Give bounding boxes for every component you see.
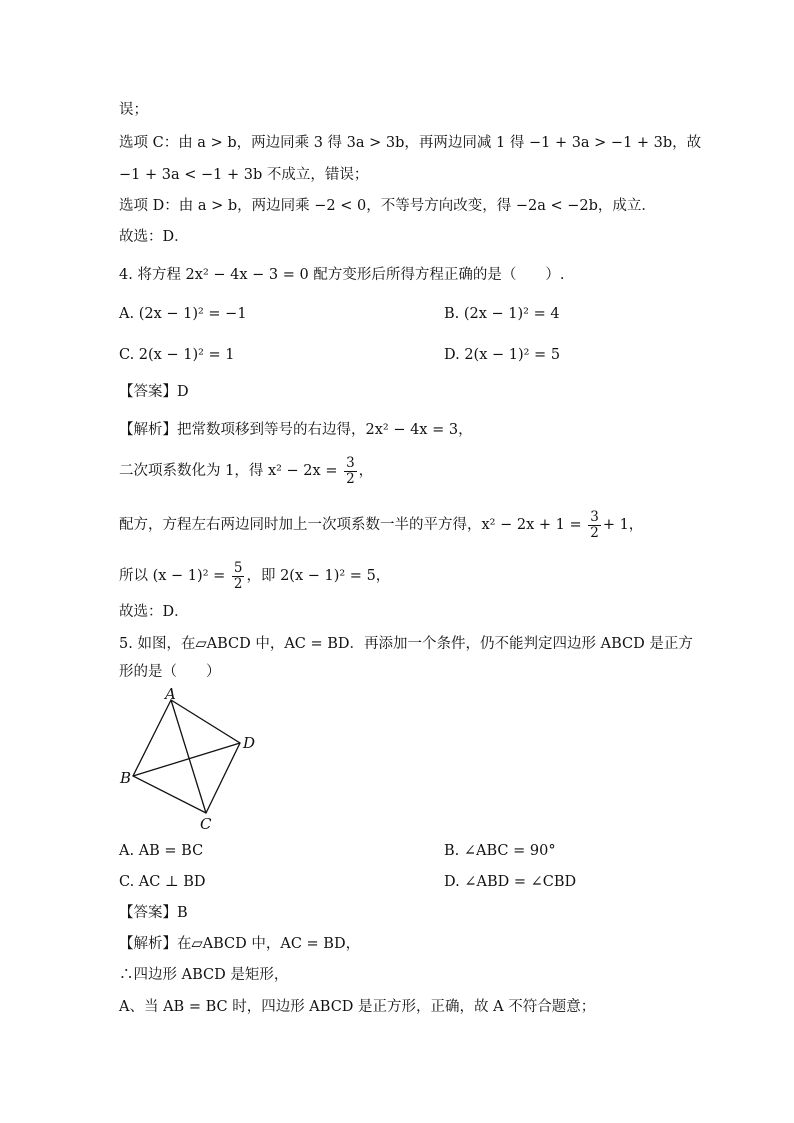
q4-explanation: 二次项系数化为 1，得 x² − 2x = $\frac{3}{2}$ ， — [119, 454, 374, 487]
fraction: $\frac{3}{2}$ — [590, 508, 599, 541]
fraction: $\frac{3}{2}$ — [346, 454, 355, 487]
q5-explanation: A、当 AB = BC 时，四边形 ABCD 是正方形，正确，故 A 不符合题意； — [119, 999, 596, 1015]
parallelogram-figure — [112, 686, 272, 836]
fraction: $\frac{5}{2}$ — [233, 559, 243, 592]
text-line: −1 + 3a < −1 + 3b 不成立，错误； — [119, 167, 369, 183]
text-line: 选项 C：由 a > b，两边同乘 3 得 3a > 3b，再两边同减 1 得 −1 + 3a > −1 + 3b，故 — [119, 135, 702, 151]
q4-option-c: C. 2(x − 1)² = 1 — [119, 347, 235, 363]
quadrilateral-abcd — [133, 700, 240, 813]
q4-explanation: 配方，方程左右两边同时加上一次项系数一半的平方得，x² − 2x + 1 = $\frac{3}{2}$ + 1， — [119, 508, 644, 541]
q4-explanation: 所以 (x − 1)² = $\frac{5}{2}$ ，即 2(x − 1)² = 5， — [119, 559, 391, 592]
q4-option-b: B. (2x − 1)² = 4 — [444, 306, 560, 322]
q4-explanation: 【解析】把常数项移到等号的右边得，2x² − 4x = 3， — [119, 422, 473, 438]
question-5-stem: 形的是（ ） — [119, 664, 221, 680]
q4-option-d: D. 2(x − 1)² = 5 — [444, 347, 561, 363]
text-line: 选项 D：由 a > b，两边同乘 −2 < 0，不等号方向改变，得 −2a < −2b，成立． — [119, 198, 656, 214]
q4-conclusion: 故选：D． — [119, 604, 189, 620]
q5-option-d: D. ∠ABD = ∠CBD — [444, 874, 577, 890]
question-5-stem: 5. 如图，在▱ABCD 中，AC = BD．再添加一个条件，仍不能判定四边形 ABCD 是正方 — [119, 636, 693, 652]
vertex-label-b: B — [120, 769, 132, 787]
vertex-label-d: D — [243, 734, 256, 752]
q5-option-a: A. AB = BC — [119, 843, 204, 859]
vertex-label-a: A — [165, 686, 176, 703]
q5-option-c: C. AC ⊥ BD — [119, 874, 206, 890]
q5-option-b: B. ∠ABC = 90° — [444, 843, 556, 859]
q5-explanation: 【解析】在▱ABCD 中，AC = BD， — [119, 936, 361, 952]
q5-answer: 【答案】B — [119, 905, 188, 921]
text-line: 误； — [119, 102, 148, 118]
q4-option-a: A. (2x − 1)² = −1 — [119, 306, 247, 322]
q5-explanation: ∴四边形 ABCD 是矩形， — [119, 967, 289, 983]
diagonal-ac — [171, 700, 206, 813]
question-4-stem: 4. 将方程 2x² − 4x − 3 = 0 配方变形后所得方程正确的是（ ）. — [119, 267, 565, 283]
q4-answer: 【答案】D — [119, 384, 189, 400]
vertex-label-c: C — [200, 815, 212, 833]
text-line: 故选：D． — [119, 229, 189, 245]
